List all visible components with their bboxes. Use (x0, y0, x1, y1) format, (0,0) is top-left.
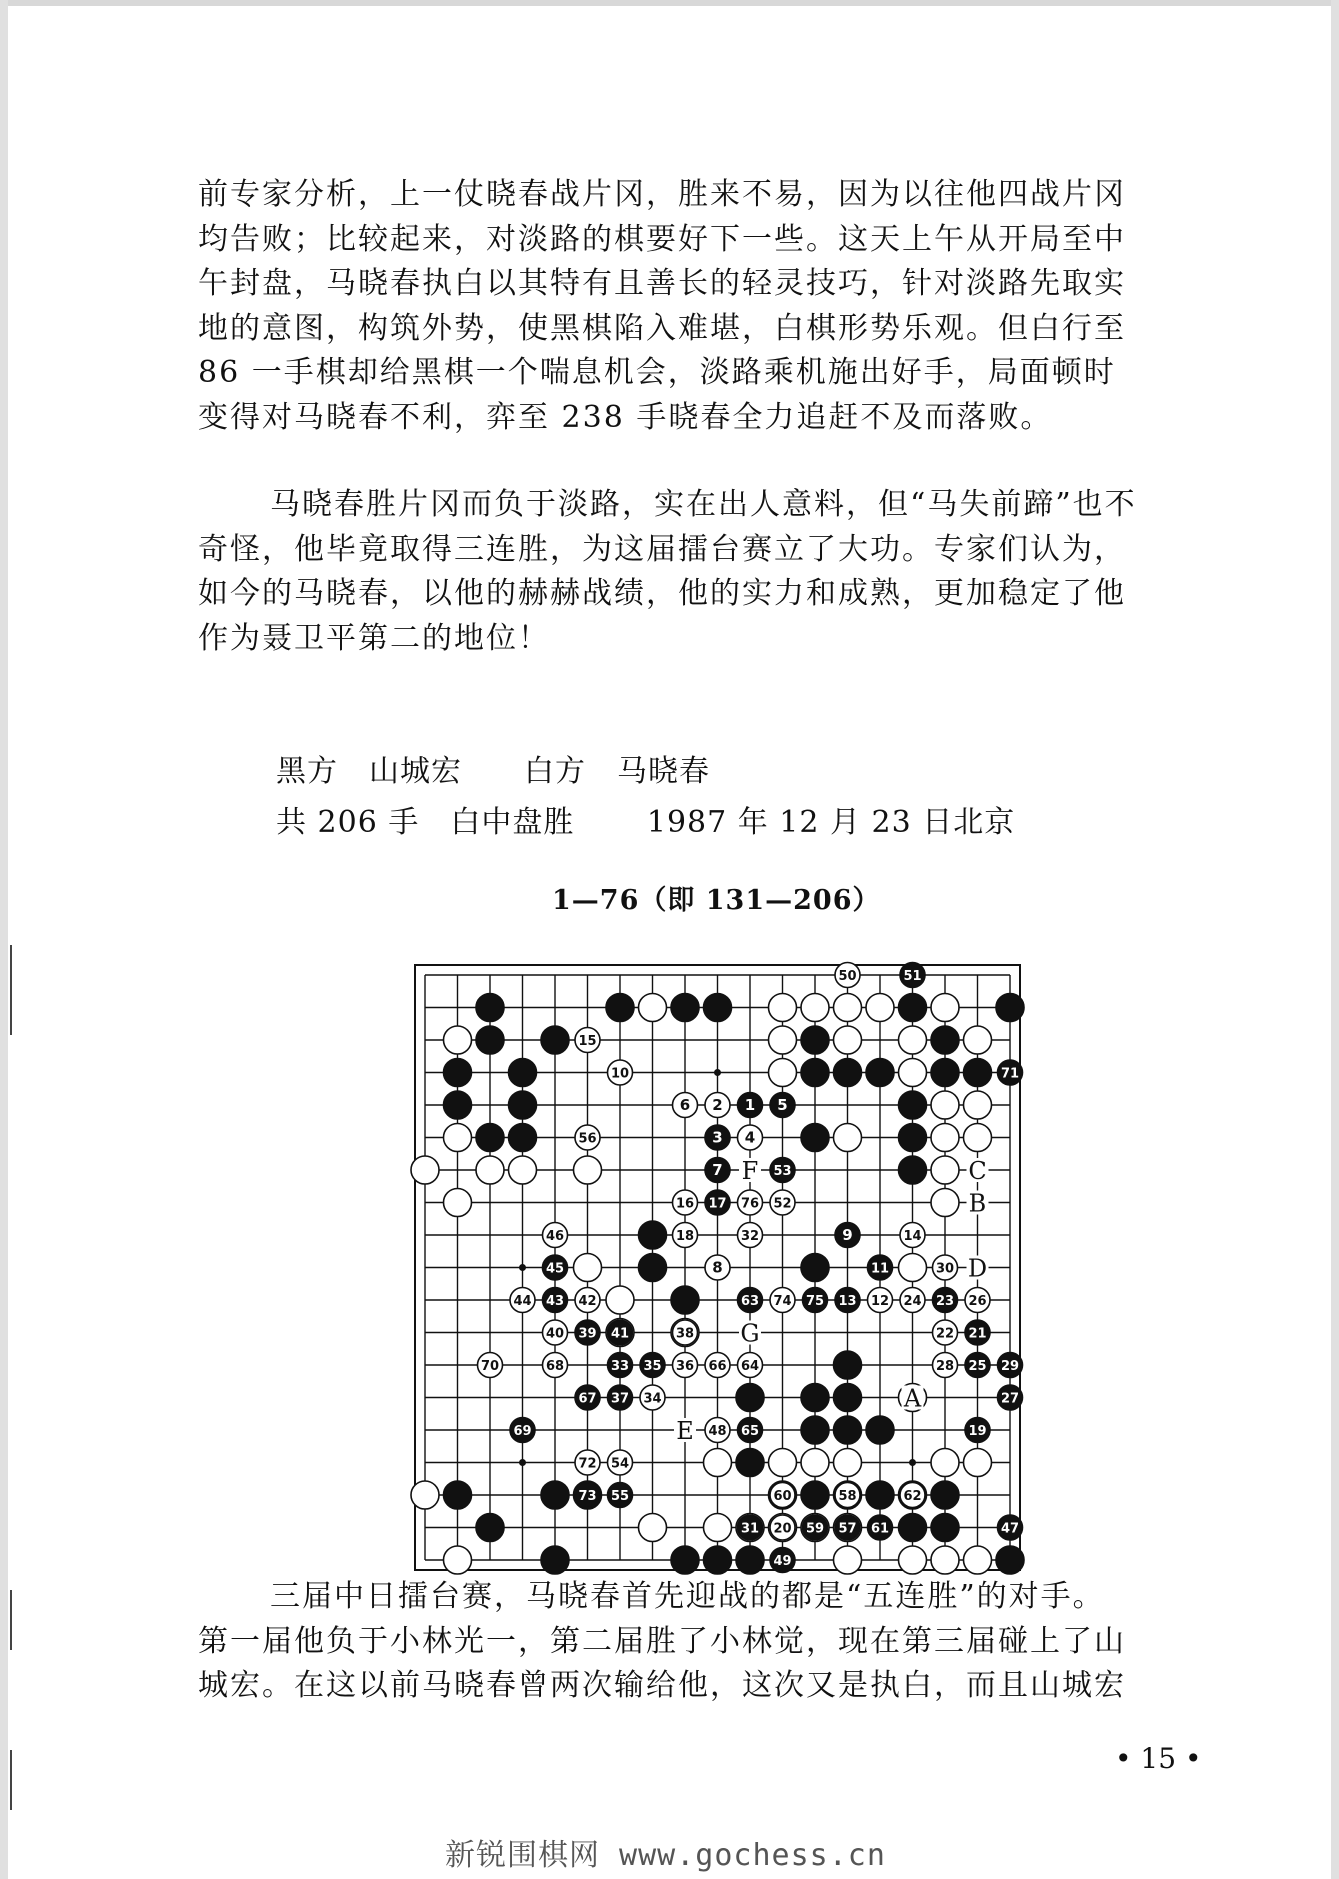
black-stone (801, 1059, 829, 1087)
move-number: 47 (1000, 1521, 1020, 1537)
white-stone (931, 1091, 959, 1119)
white-stone (704, 1449, 732, 1477)
black-stone (899, 1091, 927, 1119)
black-stone (509, 1124, 537, 1152)
black-stone (476, 1514, 504, 1542)
move-number: 53 (773, 1164, 792, 1179)
move-number: 40 (545, 1326, 565, 1342)
black-stone (639, 1221, 667, 1249)
black-stone (899, 994, 927, 1022)
white-stone (866, 994, 894, 1022)
black-stone (866, 1416, 894, 1444)
move-number: 61 (870, 1521, 890, 1537)
move-number: 74 (773, 1294, 792, 1309)
position-letter: E (676, 1417, 694, 1445)
black-stone (541, 1481, 569, 1509)
move-number: 39 (578, 1326, 597, 1342)
white-stone (639, 994, 667, 1022)
white-stone (899, 1546, 927, 1574)
move-number: 23 (935, 1294, 955, 1309)
black-stone (509, 1059, 537, 1087)
text-line: 前专家分析，上一仗晓春战片冈，胜来不易，因为以往他四战片冈 (198, 177, 1126, 212)
white-stone (444, 1026, 472, 1054)
white-stone (834, 1026, 862, 1054)
move-number: 21 (968, 1326, 987, 1342)
move-number: 16 (675, 1196, 695, 1212)
move-number: 32 (740, 1229, 760, 1244)
move-number: 65 (740, 1424, 760, 1439)
scan-border-right (1331, 0, 1339, 1879)
white-stone (769, 994, 797, 1022)
black-stone (509, 1091, 537, 1119)
move-number: 38 (675, 1326, 695, 1342)
move-number: 13 (838, 1294, 857, 1309)
black-stone (801, 1026, 829, 1054)
black-stone (834, 1351, 862, 1379)
white-stone (509, 1156, 537, 1184)
move-number: 69 (513, 1424, 532, 1439)
black-stone (704, 1546, 732, 1574)
text-line: 马晓春胜片冈而负于淡路，实在出人意料，但“马失前蹄”也不 (270, 487, 1137, 522)
move-number: 44 (513, 1294, 532, 1309)
move-number: 62 (903, 1489, 922, 1504)
move-number: 9 (842, 1226, 853, 1244)
white-stone (931, 1449, 959, 1477)
move-number: 8 (712, 1258, 723, 1277)
move-number: 54 (610, 1456, 630, 1472)
white-stone (411, 1481, 439, 1509)
black-stone (931, 1481, 959, 1509)
white-stone (411, 1156, 439, 1184)
white-stone (769, 1059, 797, 1087)
move-number: 2 (712, 1096, 723, 1114)
move-number: 18 (675, 1229, 695, 1244)
move-number: 19 (968, 1424, 987, 1439)
white-stone (899, 1254, 927, 1282)
move-number: 17 (708, 1196, 727, 1212)
black-stone (444, 1059, 472, 1087)
white-stone (801, 1449, 829, 1477)
white-stone (769, 1026, 797, 1054)
black-stone (801, 1254, 829, 1282)
white-stone (964, 1124, 992, 1152)
black-stone (444, 1091, 472, 1119)
black-stone (476, 994, 504, 1022)
white-stone (964, 1449, 992, 1477)
game-players: 黑方 山城宏 白方 马晓春 (276, 754, 710, 789)
move-number: 48 (708, 1424, 727, 1439)
white-stone (899, 1026, 927, 1054)
move-number: 43 (545, 1294, 565, 1309)
text-line: 城宏。在这以前马晓春曾两次输给他，这次又是执白，而且山城宏 (198, 1668, 1126, 1704)
move-number: 28 (935, 1359, 955, 1374)
star-point (519, 1264, 526, 1271)
white-stone (801, 994, 829, 1022)
black-stone (996, 994, 1024, 1022)
move-number: 63 (740, 1294, 760, 1309)
move-number: 58 (838, 1489, 857, 1504)
text-line: 均告败；比较起来，对淡路的棋要好下一些。这天上午从开局至中 (198, 221, 1126, 257)
text-line: 第一届他负于小林光一，第二届胜了小林觉，现在第三届碰上了山 (198, 1623, 1126, 1659)
black-stone (736, 1384, 764, 1412)
move-number: 30 (935, 1261, 955, 1277)
white-stone (964, 1546, 992, 1574)
move-number: 5 (777, 1096, 788, 1114)
move-number: 35 (643, 1359, 662, 1374)
move-number: 52 (773, 1196, 792, 1212)
move-number: 75 (805, 1294, 825, 1309)
white-stone (931, 1156, 959, 1184)
position-letter: C (968, 1157, 987, 1185)
black-stone (931, 1514, 959, 1542)
black-stone (899, 1124, 927, 1152)
move-number: 45 (545, 1261, 565, 1277)
white-stone (931, 1124, 959, 1152)
black-stone (541, 1026, 569, 1054)
white-stone (931, 1546, 959, 1574)
move-number: 6 (679, 1096, 691, 1114)
text-line: 三届中日擂台赛，马晓春首先迎战的都是“五连胜”的对手。 (270, 1579, 1105, 1614)
black-stone (639, 1254, 667, 1282)
white-stone (704, 1514, 732, 1542)
move-number: 71 (1000, 1066, 1020, 1082)
move-number: 46 (545, 1229, 565, 1244)
move-number: 7 (712, 1161, 723, 1179)
game-result: 共 206 手 白中盘胜 1987 年 12 月 23 日北京 (276, 805, 1016, 840)
move-number: 29 (1000, 1359, 1020, 1374)
move-number: 64 (740, 1359, 760, 1374)
watermark-footer: 新锐围棋网 www.gochess.cn (445, 1838, 886, 1873)
black-stone (996, 1546, 1024, 1574)
move-number: 60 (773, 1489, 792, 1504)
move-number: 31 (740, 1521, 760, 1537)
white-stone (606, 1286, 634, 1314)
black-stone (736, 1546, 764, 1574)
move-number: 14 (903, 1229, 922, 1244)
move-number: 59 (805, 1521, 825, 1537)
move-number: 4 (744, 1128, 756, 1147)
move-number: 11 (870, 1261, 890, 1277)
black-stone (801, 1416, 829, 1444)
black-stone (964, 1059, 992, 1087)
black-stone (671, 1546, 699, 1574)
text-line: 午封盘，马晓春执白以其特有且善长的轻灵技巧，针对淡路先取实 (198, 266, 1126, 302)
black-stone (801, 1481, 829, 1509)
white-stone (964, 1091, 992, 1119)
move-number: 33 (610, 1359, 630, 1374)
black-stone (931, 1026, 959, 1054)
white-stone (964, 1026, 992, 1054)
move-number: 10 (610, 1066, 630, 1082)
text-line: 如今的马晓春，以他的赫赫战绩，他的实力和成熟，更加稳定了他 (198, 576, 1126, 612)
paragraph-1 (198, 173, 1198, 441)
text-line: 地的意图，构筑外势，使黑棋陷入难堪，白棋形势乐观。但白行至 (198, 310, 1126, 346)
black-stone (801, 1124, 829, 1152)
move-number: 36 (675, 1359, 695, 1374)
white-stone (574, 1156, 602, 1184)
black-stone (866, 1059, 894, 1087)
move-number: 34 (643, 1391, 662, 1407)
move-number: 67 (578, 1391, 597, 1407)
move-number: 37 (610, 1391, 630, 1407)
position-letter: A (903, 1384, 922, 1413)
move-number: 49 (773, 1554, 792, 1569)
white-stone (639, 1514, 667, 1542)
move-number: 24 (903, 1294, 922, 1309)
position-letter: D (967, 1254, 988, 1283)
position-letter: B (968, 1189, 987, 1218)
black-stone (541, 1546, 569, 1574)
black-stone (476, 1026, 504, 1054)
move-number: 1 (744, 1096, 756, 1114)
move-number: 42 (578, 1294, 597, 1309)
move-number: 25 (968, 1359, 987, 1374)
text-line: 变得对马晓春不利，弈至 238 手晓春全力追赶不及而落败。 (198, 399, 1053, 435)
text-line: 奇怪，他毕竟取得三连胜，为这届擂台赛立了大功。专家们认为， (198, 531, 1126, 567)
position-letter: G (740, 1319, 760, 1348)
paragraph-3 (198, 1575, 1198, 1709)
scan-border-left (0, 0, 8, 1879)
white-stone (834, 1546, 862, 1574)
star-point (909, 1459, 916, 1466)
black-stone (834, 1384, 862, 1412)
black-stone (476, 1124, 504, 1152)
move-number: 66 (708, 1359, 727, 1374)
move-number: 57 (838, 1521, 857, 1537)
page-number: • 15 • (1115, 1742, 1202, 1775)
position-letter: F (741, 1157, 759, 1185)
black-stone (671, 1286, 699, 1314)
black-stone (444, 1481, 472, 1509)
go-board-diagram (400, 945, 1050, 1569)
move-number: 68 (545, 1359, 565, 1374)
white-stone (931, 994, 959, 1022)
scan-margin-mark (10, 1750, 12, 1810)
move-number: 15 (578, 1034, 597, 1049)
black-stone (704, 994, 732, 1022)
black-stone (671, 994, 699, 1022)
diagram-caption: 1—76（即 131—206） (552, 885, 881, 916)
move-number: 12 (870, 1294, 890, 1309)
move-number: 72 (578, 1456, 597, 1472)
black-stone (834, 1416, 862, 1444)
black-stone (834, 1059, 862, 1087)
text-line: 作为聂卫平第二的地位！ (198, 620, 550, 656)
black-stone (931, 1059, 959, 1087)
black-stone (736, 1449, 764, 1477)
white-stone (444, 1189, 472, 1217)
move-number: 3 (712, 1128, 723, 1147)
white-stone (931, 1189, 959, 1217)
move-number: 41 (610, 1326, 630, 1342)
move-number: 70 (480, 1359, 500, 1374)
move-number: 50 (838, 969, 857, 984)
move-number: 56 (578, 1131, 597, 1147)
white-stone (834, 1449, 862, 1477)
scan-margin-mark (10, 945, 12, 1035)
star-point (714, 1069, 721, 1076)
black-stone (866, 1481, 894, 1509)
paragraph-2 (198, 483, 1198, 661)
star-point (519, 1459, 526, 1466)
move-number: 76 (740, 1196, 760, 1212)
move-number: 22 (935, 1326, 955, 1342)
white-stone (574, 1254, 602, 1282)
white-stone (834, 994, 862, 1022)
black-stone (899, 1514, 927, 1542)
move-number: 27 (1000, 1391, 1020, 1407)
black-stone (606, 994, 634, 1022)
white-stone (444, 1546, 472, 1574)
move-number: 73 (578, 1489, 597, 1504)
white-stone (769, 1449, 797, 1477)
white-stone (899, 1059, 927, 1087)
move-number: 26 (968, 1294, 987, 1309)
white-stone (476, 1156, 504, 1184)
white-stone (444, 1124, 472, 1152)
black-stone (801, 1384, 829, 1412)
scan-margin-mark (10, 1590, 12, 1650)
scan-border-top (0, 0, 1339, 6)
text-line: 86 一手棋却给黑棋一个喘息机会，淡路乘机施出好手，局面顿时 (198, 355, 1116, 391)
white-stone (834, 1124, 862, 1152)
black-stone (899, 1156, 927, 1184)
move-number: 55 (610, 1489, 630, 1504)
move-number: 20 (773, 1521, 792, 1537)
move-number: 51 (903, 969, 922, 984)
